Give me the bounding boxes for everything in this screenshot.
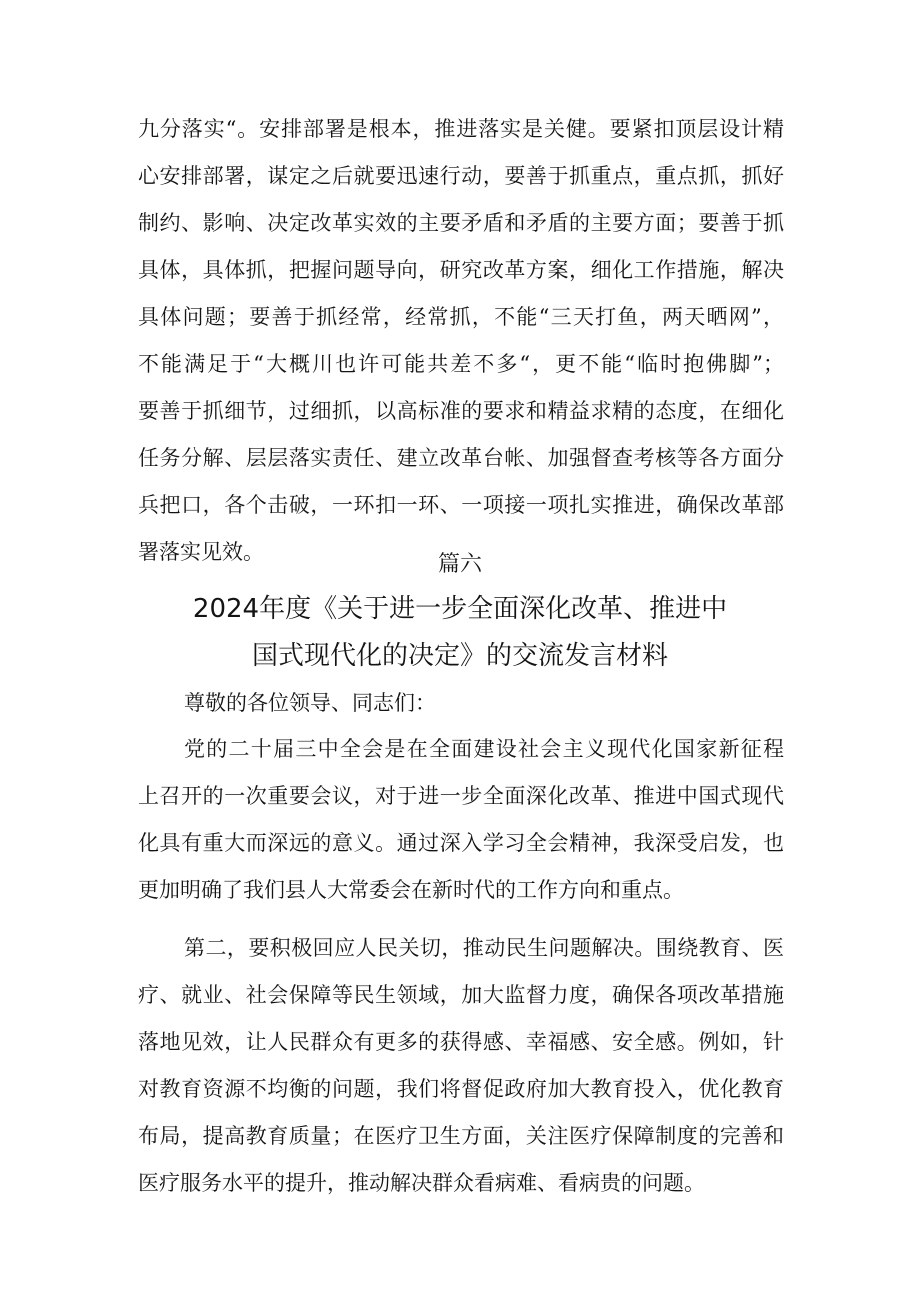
paragraph-line: 医疗服务水平的提升，推动解决群众看病难、看病贵的问题。 [138,1171,705,1195]
paragraph-line: 不能满足于“大概川也许可能共差不多“，更不能“临时抱佛脚”； [138,352,784,376]
paragraph-line: 署落实见效。 [138,540,264,564]
paragraph-line: 兵把口，各个击破，一环扣一环、一项接一项扎实推进，确保改革部 [138,493,784,517]
paragraph-line: 要善于抓细节，过细抓，以高标准的要求和精益求精的态度，在细化 [138,399,784,423]
paragraph-line: 任务分解、层层落实责任、建立改革台帐、加强督查考核等各方面分 [138,446,784,470]
paragraph-line: 制约、影响、决定改革实效的主要矛盾和矛盾的主要方面；要善于抓 [138,211,784,235]
paragraph-line: 具体，具体抓，把握问题导向，研究改革方案，细化工作措施，解决 [138,258,784,282]
paragraph-line: 更加明确了我们县人大常委会在新时代的工作方向和重点。 [138,878,684,902]
paragraph-line: 具体问题；要善于抓经常，经常抓，不能“三天打鱼，两天晒网”， [138,305,784,329]
paragraph-line: 对教育资源不均衡的问题，我们将督促政府加大教育投入，优化教育 [138,1077,784,1101]
paragraph-line: 疗、就业、社会保障等民生领域，加大监督力度，确保各项改革措施 [138,983,784,1007]
document-title-line-2: 国式现代化的决定》的交流发言材料 [251,641,668,671]
paragraph-line: 布局，提高教育质量；在医疗卫生方面，关注医疗保障制度的完善和 [138,1124,784,1148]
paragraph-line: 心安排部署，谋定之后就要迅速行动，要善于抓重点，重点抓，抓好 [138,164,784,188]
paragraph-line: 九分落实“。安排部署是根本，推进落实是关健。要紧扣顶层设计精 [138,117,784,141]
paragraph-line: 上召开的一次重要会议，对于进一步全面深化改革、推进中国式现代 [138,784,784,808]
document-title-line-1: 2024年度《关于进一步全面深化改革、推进中 [192,594,728,624]
section-label: 篇六 [437,552,482,577]
paragraph-line: 第二，要积极回应人民关切，推动民生问题解决。围绕教育、医 [184,936,784,960]
salutation: 尊敬的各位领导、同志们： [184,691,436,715]
paragraph-line: 党的二十届三中全会是在全面建设社会主义现代化国家新征程 [184,737,784,761]
paragraph-line: 化具有重大而深远的意义。通过深入学习全会精神，我深受启发，也 [138,831,784,855]
paragraph-line: 落地见效，让人民群众有更多的获得感、幸福感、安全感。例如，针 [138,1030,784,1054]
